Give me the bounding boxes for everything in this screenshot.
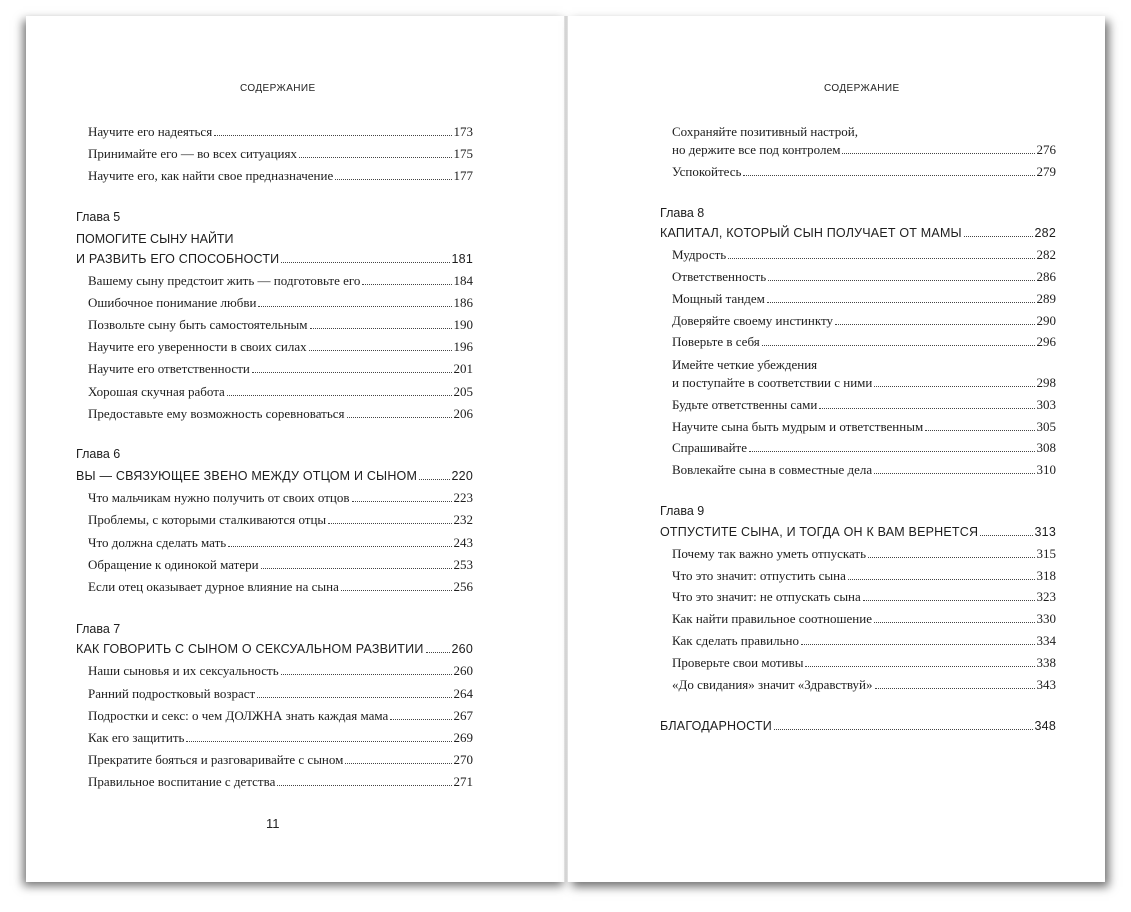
- toc-entry-title: Поверьте в себя: [672, 334, 760, 349]
- chapter-5-label: Глава 5: [76, 210, 121, 224]
- leader-dots: [186, 741, 451, 742]
- toc-page-number: 260: [453, 663, 473, 678]
- chapter-6-heading: [76, 466, 473, 486]
- toc-entry-title: Научите его ответственности: [88, 361, 250, 376]
- leader-dots: [335, 179, 451, 180]
- book-gutter: [564, 16, 568, 882]
- toc-entry: [88, 382, 473, 402]
- chapter-5-heading: [76, 249, 473, 269]
- leader-dots: [980, 535, 1032, 536]
- leader-dots: [299, 157, 452, 158]
- toc-page-number: 267: [453, 708, 473, 723]
- leader-dots: [261, 568, 452, 569]
- chapter-7-heading: [76, 639, 473, 659]
- toc-entry: [672, 140, 1056, 160]
- leader-dots: [347, 417, 452, 418]
- leader-dots: [749, 451, 1034, 452]
- toc-page-number: 323: [1036, 589, 1056, 604]
- toc-entry-title: Подростки и секс: о чем ДОЛЖНА знать каждая мама: [88, 708, 389, 723]
- toc-page-number: 256: [453, 579, 473, 594]
- toc-entry: [672, 438, 1056, 458]
- leader-dots: [214, 135, 451, 136]
- leader-dots: [728, 258, 1034, 259]
- leader-dots: [875, 688, 1035, 689]
- toc-entry: [88, 750, 473, 770]
- toc-entry-title: Почему так важно уметь отпускать: [672, 546, 867, 561]
- toc-page-number: 206: [453, 406, 473, 421]
- leader-dots: [310, 328, 452, 329]
- toc-entry-title: Если отец оказывает дурное влияние на сына: [88, 579, 339, 594]
- leader-dots: [227, 395, 452, 396]
- toc-entry: [88, 144, 473, 164]
- leader-dots: [252, 372, 452, 373]
- toc-page-number: 313: [1034, 525, 1056, 539]
- toc-page-number: 310: [1036, 462, 1056, 477]
- toc-entry-title: Что это значит: не отпускать сына: [672, 589, 861, 604]
- leader-dots: [874, 386, 1034, 387]
- leader-dots: [258, 306, 451, 307]
- leader-dots: [390, 719, 451, 720]
- toc-entry-title: Как его защитить: [88, 730, 185, 745]
- leader-dots: [805, 666, 1034, 667]
- toc-entry: [672, 653, 1056, 673]
- toc-page-number: 223: [453, 490, 473, 505]
- toc-entry: [672, 675, 1056, 695]
- toc-entry-title: Наши сыновья и их сексуальность: [88, 663, 279, 678]
- toc-page-number: 334: [1036, 633, 1056, 648]
- leader-dots: [819, 408, 1034, 409]
- toc-entry-title: Вовлекайте сына в совместные дела: [672, 462, 873, 477]
- toc-entry: [88, 661, 473, 681]
- toc-entry: [672, 566, 1056, 586]
- leader-dots: [964, 236, 1033, 237]
- leader-dots: [309, 350, 452, 351]
- toc-entry-title: Будьте ответственны сами: [672, 397, 818, 412]
- chapter-9-title: ОТПУСТИТЕ СЫНА, И ТОГДА ОН К ВАМ ВЕРНЕТСЯ: [660, 525, 979, 539]
- toc-page-number: 196: [453, 339, 473, 354]
- toc-page-number: 184: [453, 273, 473, 288]
- leader-dots: [848, 579, 1035, 580]
- toc-page-number: 289: [1036, 291, 1056, 306]
- toc-entry-title: Научите его надеяться: [88, 124, 213, 139]
- toc-entry: [88, 166, 473, 186]
- toc-page-number: 253: [453, 557, 473, 572]
- leader-dots: [281, 262, 449, 263]
- toc-entry: [88, 315, 473, 335]
- toc-entry-title: Хорошая скучная работа: [88, 384, 225, 399]
- leader-dots: [281, 674, 452, 675]
- toc-entry: [88, 293, 473, 313]
- toc-page-number: 264: [453, 686, 473, 701]
- toc-entry-title: Доверяйте своему инстинкту: [672, 313, 833, 328]
- toc-entry-title: Успокойтесь: [672, 164, 742, 179]
- toc-entry: [672, 245, 1056, 265]
- chapter-7-title: КАК ГОВОРИТЬ С СЫНОМ О СЕКСУАЛЬНОМ РАЗВИТИИ: [76, 642, 424, 656]
- toc-page-number: 343: [1036, 677, 1056, 692]
- toc-entry-title: «До свидания» значит «Здравствуй»: [672, 677, 873, 692]
- toc-entry: [88, 122, 473, 142]
- toc-entry-title-line1: Сохраняйте позитивный настрой,: [672, 124, 858, 139]
- toc-entry: [672, 395, 1056, 415]
- toc-entry: [672, 544, 1056, 564]
- leader-dots: [352, 501, 452, 502]
- toc-page-number: 338: [1036, 655, 1056, 670]
- toc-entry: [672, 373, 1056, 393]
- toc-page-number: 232: [453, 512, 473, 527]
- toc-entry-title: Правильное воспитание с детства: [88, 774, 276, 789]
- toc-entry-title: Как найти правильное соотношение: [672, 611, 872, 626]
- toc-entry-title: Проверьте свои мотивы: [672, 655, 804, 670]
- leader-dots: [743, 175, 1034, 176]
- chapter-7-label: Глава 7: [76, 622, 121, 636]
- leader-dots: [341, 590, 452, 591]
- toc-page-number: 181: [451, 252, 473, 266]
- toc-entry-title: Ошибочное понимание любви: [88, 295, 257, 310]
- toc-entry-title: Научите его, как найти свое предназначение: [88, 168, 334, 183]
- toc-entry: [88, 404, 473, 424]
- toc-entry: [672, 289, 1056, 309]
- acknowledgements-heading: [660, 716, 1056, 736]
- toc-entry-title-line1: Имейте четкие убеждения: [672, 357, 818, 372]
- leader-dots: [426, 652, 450, 653]
- chapter-8-label: Глава 8: [660, 206, 705, 220]
- toc-entry-title: Прекратите бояться и разговаривайте с сыном: [88, 752, 344, 767]
- toc-entry-title: Научите его уверенности в своих силах: [88, 339, 307, 354]
- toc-entry-title: Принимайте его — во всех ситуациях: [88, 146, 297, 161]
- toc-entry: [88, 533, 473, 553]
- toc-page-number: 282: [1034, 226, 1056, 240]
- toc-page-number: 298: [1036, 375, 1056, 390]
- toc-entry-title: Что должна сделать мать: [88, 535, 227, 550]
- toc-entry: [88, 271, 473, 291]
- toc-entry-title: Как сделать правильно: [672, 633, 799, 648]
- toc-entry: [88, 337, 473, 357]
- toc-entry: [672, 609, 1056, 629]
- page-number: 11: [266, 816, 280, 831]
- chapter-9-label: Глава 9: [660, 504, 705, 518]
- toc-entry: [88, 772, 473, 792]
- toc-entry: [672, 460, 1056, 480]
- toc-entry-title: Мощный тандем: [672, 291, 765, 306]
- toc-page-number: 205: [453, 384, 473, 399]
- toc-entry: [88, 706, 473, 726]
- toc-page-number: 348: [1034, 719, 1056, 733]
- toc-page-number: 330: [1036, 611, 1056, 626]
- toc-entry-title: Позвольте сыну быть самостоятельным: [88, 317, 308, 332]
- toc-entry-title: Научите сына быть мудрым и ответственным: [672, 419, 924, 434]
- leader-dots: [774, 729, 1033, 730]
- leader-dots: [277, 785, 451, 786]
- leader-dots: [835, 324, 1035, 325]
- toc-entry: [88, 488, 473, 508]
- toc-page-number: 270: [453, 752, 473, 767]
- toc-page-number: 318: [1036, 568, 1056, 583]
- leader-dots: [762, 345, 1035, 346]
- toc-entry-title: Проблемы, с которыми сталкиваются отцы: [88, 512, 327, 527]
- toc-entry: [88, 684, 473, 704]
- toc-entry: [88, 577, 473, 597]
- toc-entry-title: Мудрость: [672, 247, 727, 262]
- toc-entry: [88, 555, 473, 575]
- toc-page-number: 186: [453, 295, 473, 310]
- leader-dots: [257, 697, 451, 698]
- leader-dots: [863, 600, 1035, 601]
- toc-entry-title: Предоставьте ему возможность соревноваться: [88, 406, 345, 421]
- toc-page-number: 243: [453, 535, 473, 550]
- leader-dots: [868, 557, 1034, 558]
- chapter-6-label: Глава 6: [76, 447, 121, 461]
- toc-entry-title: Ответственность: [672, 269, 767, 284]
- leader-dots: [767, 302, 1035, 303]
- toc-page-number: 220: [451, 469, 473, 483]
- toc-entry: [672, 631, 1056, 651]
- leader-dots: [801, 644, 1035, 645]
- toc-entry-title: Вашему сыну предстоит жить — подготовьте его: [88, 273, 361, 288]
- chapter-6-title: ВЫ — СВЯЗУЮЩЕЕ ЗВЕНО МЕЖДУ ОТЦОМ И СЫНОМ: [76, 469, 418, 483]
- leader-dots: [874, 473, 1034, 474]
- toc-page-number: 315: [1036, 546, 1056, 561]
- toc-page-number: 271: [453, 774, 473, 789]
- leader-dots: [768, 280, 1034, 281]
- toc-page-number: 269: [453, 730, 473, 745]
- toc-entry-title: Обращение к одинокой матери: [88, 557, 259, 572]
- toc-page-number: 276: [1036, 142, 1056, 157]
- toc-entry: [672, 332, 1056, 352]
- toc-page-number: 286: [1036, 269, 1056, 284]
- toc-entry: [88, 359, 473, 379]
- toc-entry: [672, 311, 1056, 331]
- toc-page-number: 173: [453, 124, 473, 139]
- chapter-5-title-line2: И РАЗВИТЬ ЕГО СПОСОБНОСТИ: [76, 252, 280, 266]
- toc-entry: [672, 162, 1056, 182]
- leader-dots: [362, 284, 451, 285]
- toc-page-number: 260: [451, 642, 473, 656]
- toc-entry-title: Спрашивайте: [672, 440, 748, 455]
- left-running-head: СОДЕРЖАНИЕ: [240, 83, 316, 94]
- toc-entry-title: Ранний подростковый возраст: [88, 686, 256, 701]
- toc-entry: [672, 417, 1056, 437]
- toc-entry: [672, 267, 1056, 287]
- chapter-5-title-line1: ПОМОГИТЕ СЫНУ НАЙТИ: [76, 232, 234, 246]
- leader-dots: [842, 153, 1034, 154]
- chapter-8-heading: [660, 223, 1056, 243]
- toc-entry: [672, 587, 1056, 607]
- leader-dots: [328, 523, 451, 524]
- toc-page-number: 296: [1036, 334, 1056, 349]
- toc-page-number: 201: [453, 361, 473, 376]
- leader-dots: [228, 546, 451, 547]
- toc-entry-title: Что мальчикам нужно получить от своих отцов: [88, 490, 350, 505]
- leader-dots: [874, 622, 1035, 623]
- toc-page-number: 177: [453, 168, 473, 183]
- toc-entry-title-line2: и поступайте в соответствии с ними: [672, 375, 873, 390]
- toc-page-number: 303: [1036, 397, 1056, 412]
- toc-page-number: 308: [1036, 440, 1056, 455]
- leader-dots: [419, 479, 449, 480]
- acknowledgements-title: БЛАГОДАРНОСТИ: [660, 719, 772, 733]
- toc-entry: [88, 510, 473, 530]
- toc-page-number: 305: [1036, 419, 1056, 434]
- right-running-head: СОДЕРЖАНИЕ: [824, 83, 900, 94]
- toc-page-number: 190: [453, 317, 473, 332]
- chapter-9-heading: [660, 522, 1056, 542]
- toc-entry: [88, 728, 473, 748]
- toc-page-number: 175: [453, 146, 473, 161]
- chapter-8-title: КАПИТАЛ, КОТОРЫЙ СЫН ПОЛУЧАЕТ ОТ МАМЫ: [660, 226, 962, 240]
- toc-entry-title-line2: но держите все под контролем: [672, 142, 841, 157]
- leader-dots: [925, 430, 1034, 431]
- toc-page-number: 279: [1036, 164, 1056, 179]
- toc-entry-title: Что это значит: отпустить сына: [672, 568, 846, 583]
- leader-dots: [345, 763, 451, 764]
- toc-page-number: 290: [1036, 313, 1056, 328]
- toc-page-number: 282: [1036, 247, 1056, 262]
